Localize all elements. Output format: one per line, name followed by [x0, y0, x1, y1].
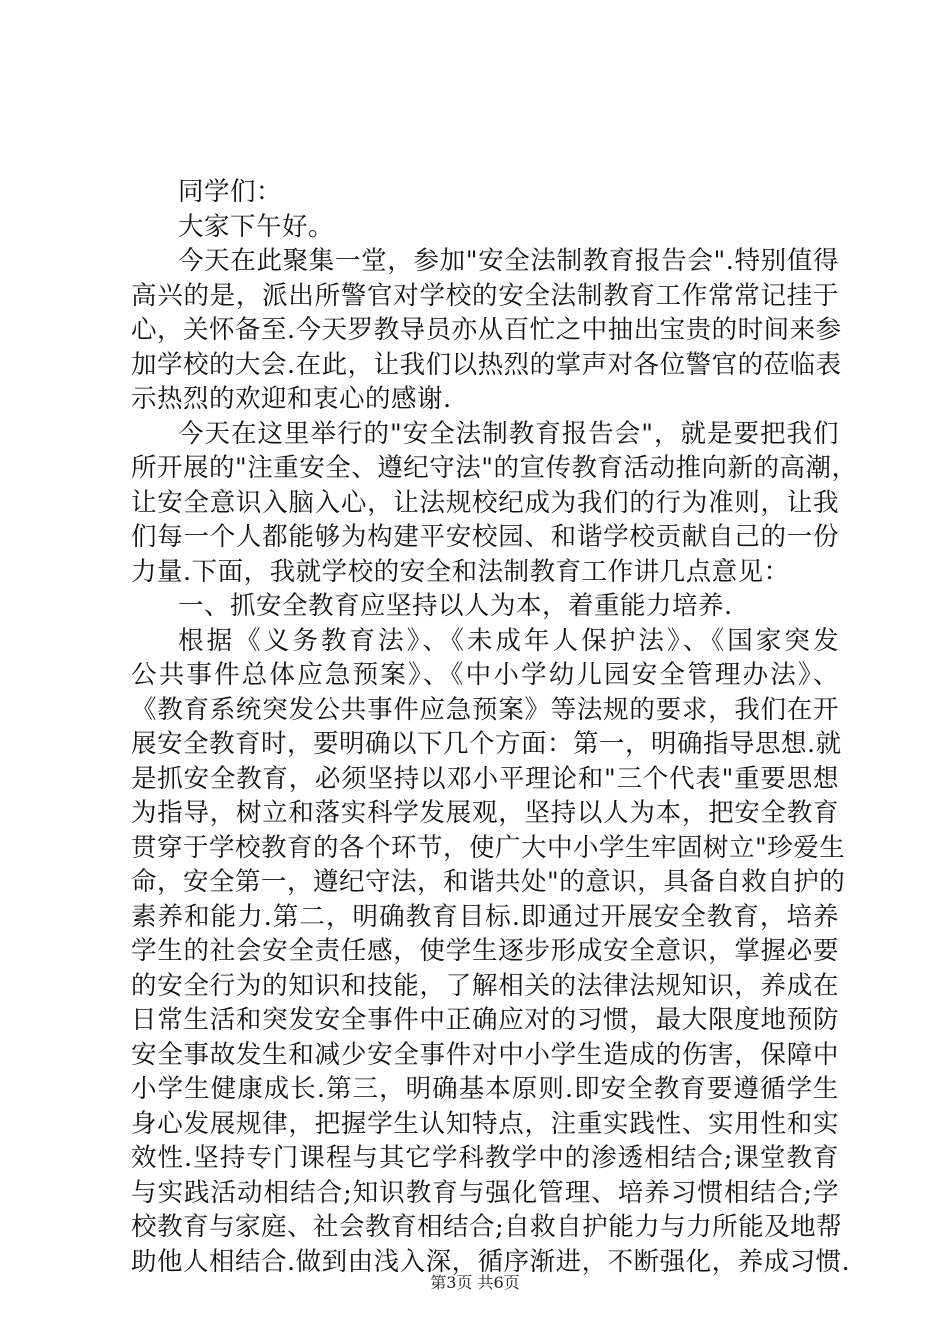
text-line: 贯穿于学校教育的各个环节，使广大中小学生牢固树立"珍爱生 [131, 832, 846, 863]
text-line: 安全事故发生和减少安全事件对中小学生造成的伤害，保障中 [131, 1039, 839, 1070]
text-line: 力量.下面，我就学校的安全和法制教育工作讲几点意见： [131, 556, 790, 587]
text-line: 大家下午好。 [178, 211, 335, 242]
text-line: 是抓安全教育，必须坚持以邓小平理论和"三个代表"重要思想 [131, 763, 839, 794]
text-line: 今天在此聚集一堂，参加"安全法制教育报告会".特别值得 [178, 246, 839, 276]
text-line: 素养和能力.第二，明确教育目标.即通过开展安全教育，培养 [131, 901, 839, 932]
text-line: 今天在这里举行的"安全法制教育报告会"，就是要把我们 [178, 418, 839, 449]
text-line: 展安全教育时，要明确以下几个方面：第一，明确指导思想.就 [131, 729, 842, 759]
text-line: 示热烈的欢迎和衷心的感谢. [131, 384, 452, 414]
text-line: 命，安全第一，遵纪守法，和谐共处"的意识，具备自救自护的 [131, 867, 846, 897]
text-line: 为指导，树立和落实科学发展观，坚持以人为本，把安全教育 [131, 798, 839, 828]
text-line: 助他人相结合.做到由浅入深，循序渐进，不断强化，养成习惯. [131, 1246, 851, 1277]
text-line: 所开展的"注重安全、遵纪守法"的宣传教育活动推向新的高潮， [131, 453, 858, 483]
text-line: 与实践活动相结合;知识教育与强化管理、培养习惯相结合;学 [131, 1177, 839, 1208]
text-line: 让安全意识入脑入心，让法规校纪成为我们的行为准则，让我 [131, 487, 839, 518]
text-line: 学生的社会安全责任感，使学生逐步形成安全意识，掌握必要 [131, 936, 839, 966]
text-line: 一、抓安全教育应坚持以人为本，着重能力培养. [178, 591, 733, 621]
text-line: 根据《义务教育法》、《未成年人保护法》、《国家突发 [178, 625, 839, 656]
text-line: 效性.坚持专门课程与其它学科教学中的渗透相结合;课堂教育 [131, 1143, 839, 1173]
text-line: 们每一个人都能够为构建平安校园、和谐学校贡献自己的一份 [131, 522, 839, 552]
text-line: 公共事件总体应急预案》、《中小学幼儿园安全管理办法》、 [131, 660, 839, 690]
text-line: 心，关怀备至.今天罗教导员亦从百忙之中抽出宝贵的时间来参 [131, 315, 842, 345]
text-line: 身心发展规律，把握学生认知特点，注重实践性、实用性和实 [131, 1108, 839, 1139]
text-line: 高兴的是，派出所警官对学校的安全法制教育工作常常记挂于 [131, 280, 839, 311]
text-line: 校教育与家庭、社会教育相结合;自救自护能力与力所能及地帮 [131, 1212, 843, 1242]
text-line: 《教育系统突发公共事件应急预案》等法规的要求，我们在开 [131, 694, 839, 725]
text-line: 小学生健康成长.第三，明确基本原则.即安全教育要遵循学生 [131, 1074, 839, 1104]
document-body [131, 175, 858, 1279]
page-number-footer: 第3页 共6页 [430, 1273, 520, 1292]
text-line: 同学们： [178, 177, 283, 207]
text-line: 的安全行为的知识和技能，了解相关的法律法规知识，养成在 [131, 970, 839, 1001]
text-line: 加学校的大会.在此，让我们以热烈的掌声对各位警官的莅临表 [131, 349, 842, 380]
text-line: 日常生活和突发安全事件中正确应对的习惯，最大限度地预防 [131, 1005, 839, 1035]
